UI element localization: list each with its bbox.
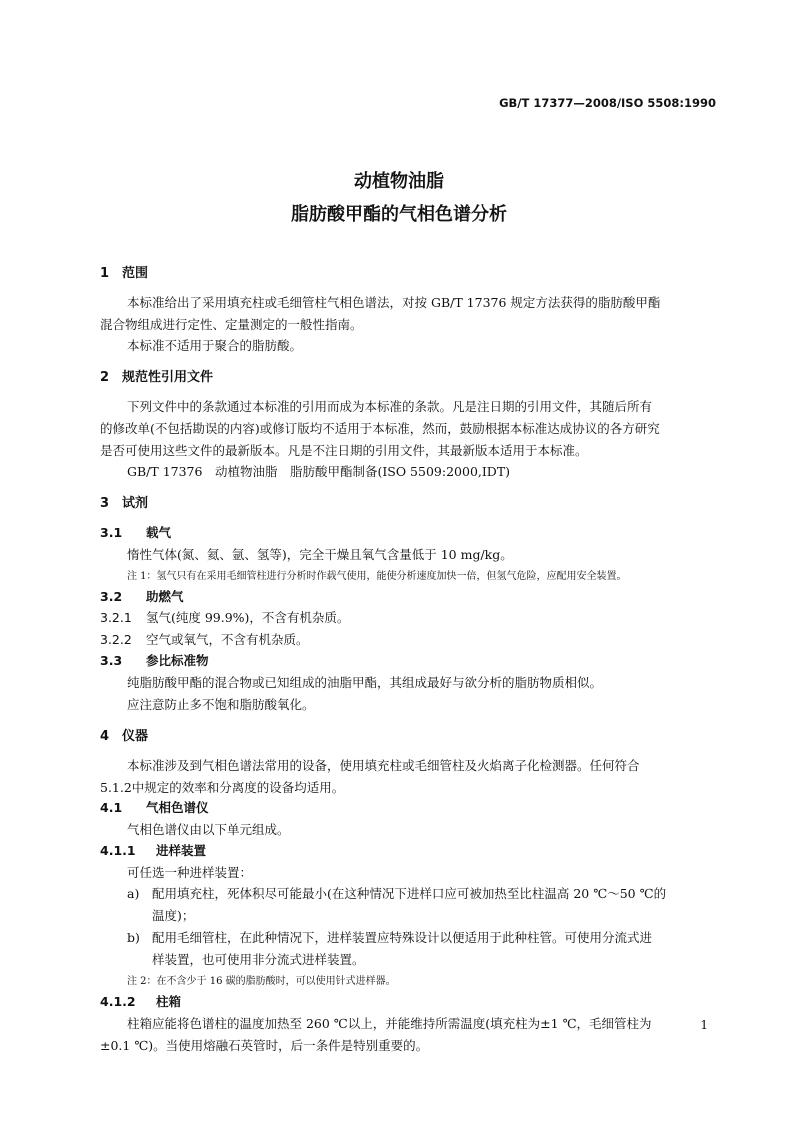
subsection-title: 进样装置 xyxy=(156,843,207,858)
subsection-4-1-2-heading xyxy=(100,992,181,1010)
subsection-number: 3.3 xyxy=(100,653,123,668)
subsection-title: 载气 xyxy=(146,525,172,540)
list-item-b-continued: 样装置，也可使用非分流式进样装置。 xyxy=(152,952,365,967)
section-1-paragraph-2: 本标准不适用于聚合的脂肪酸。 xyxy=(127,338,303,353)
section-title: 范围 xyxy=(122,266,149,281)
note-1: 注 1：氢气只有在采用毛细管柱进行分析时作载气使用，能使分析速度加快一倍，但氢气危险，应配用安全装置。 xyxy=(127,571,627,582)
section-number: 2 xyxy=(100,370,110,385)
list-marker: a) xyxy=(127,886,140,901)
section-title: 仪器 xyxy=(122,729,149,744)
section-2-paragraph-b: 的修改单(不包括勘误的内容)或修订版均不适用于本标准，然而，鼓励根据本标准达成协议的各方研究 xyxy=(100,421,660,436)
section-2-heading xyxy=(100,366,213,385)
subsection-number: 4.1.1 xyxy=(100,843,136,858)
standard-code: GB/T 17377—2008/ISO 5508:1990 xyxy=(499,96,716,110)
list-item-a-continued: 温度)； xyxy=(152,908,195,923)
item-number: 3.2.1 xyxy=(100,610,132,625)
subsection-title: 助燃气 xyxy=(146,589,184,604)
subsection-title: 柱箱 xyxy=(156,994,182,1009)
subsection-number: 4.1 xyxy=(100,800,123,815)
subsection-3-3-paragraph-1: 纯脂肪酸甲酯的混合物或已知组成的油脂甲酯，其组成最好与欲分析的脂肪物质相似。 xyxy=(127,675,603,690)
subsection-4-1-heading xyxy=(100,798,209,816)
section-2-reference: GB/T 17376 动植物油脂 脂肪酸甲酯制备(ISO 5509:2000,IDT) xyxy=(127,464,511,479)
subsection-4-1-2-paragraph-1: 柱箱应能将色谱柱的温度加热至 260 ℃以上，并能维持所需温度(填充柱为±1 ℃，毛细管柱为 xyxy=(127,1016,652,1031)
subsection-number: 3.1 xyxy=(100,525,123,540)
page-number: 1 xyxy=(700,1018,708,1032)
subsection-3-3-paragraph-2: 应注意防止多不饱和脂肪酸氧化。 xyxy=(127,697,315,712)
list-item-a xyxy=(127,884,666,902)
list-marker: b) xyxy=(127,930,140,945)
section-number: 1 xyxy=(100,266,110,281)
title-line-2: 脂肪酸甲酯的气相色谱分析 xyxy=(291,204,507,225)
item-text: 氢气(纯度 99.9%)，不含有机杂质。 xyxy=(146,610,350,625)
subsection-3-1-paragraph: 惰性气体(氮、氦、氩、氢等)，完全干燥且氧气含量低于 10 mg/kg。 xyxy=(127,547,513,562)
subsection-3-1-heading xyxy=(100,523,171,541)
subsection-number: 3.2 xyxy=(100,589,123,604)
section-3-heading xyxy=(100,492,148,511)
section-number: 4 xyxy=(100,729,110,744)
subsection-4-1-1-heading xyxy=(100,841,206,859)
section-1-paragraph-1a: 本标准给出了采用填充柱或毛细管柱气相色谱法，对按 GB/T 17376 规定方法获得的脂肪酸甲酯 xyxy=(127,295,661,310)
subsection-title: 气相色谱仪 xyxy=(146,800,209,815)
subsection-3-3-heading xyxy=(100,651,209,669)
subsection-4-1-2-paragraph-2: ±0.1 ℃)。当使用熔融石英管时，后一条件是特别重要的。 xyxy=(100,1038,429,1053)
item-3-2-1 xyxy=(100,608,349,626)
section-title: 规范性引用文件 xyxy=(122,370,214,385)
list-item-text: 配用毛细管柱，在此种情况下，进样装置应特殊设计以便适用于此种柱管。可使用分流式进 xyxy=(152,930,653,945)
section-4-paragraph-a: 本标准涉及到气相色谱法常用的设备，使用填充柱或毛细管柱及火焰离子化检测器。任何符合 xyxy=(127,758,640,773)
section-1-heading xyxy=(100,262,148,281)
subsection-3-2-heading xyxy=(100,587,184,605)
section-2-paragraph-a: 下列文件中的条款通过本标准的引用而成为本标准的条款。凡是注日期的引用文件，其随后所有 xyxy=(127,399,653,414)
section-4-heading xyxy=(100,725,148,744)
title-line-1: 动植物油脂 xyxy=(354,171,444,192)
item-3-2-2 xyxy=(100,630,309,648)
section-4-paragraph-b: 5.1.2中规定的效率和分离度的设备均适用。 xyxy=(100,780,345,795)
item-number: 3.2.2 xyxy=(100,632,132,647)
note-2: 注 2：在不含少于 16 碳的脂肪酸时，可以使用针式进样器。 xyxy=(127,976,396,987)
subsection-4-1-paragraph: 气相色谱仪由以下单元组成。 xyxy=(127,822,290,837)
section-number: 3 xyxy=(100,496,110,511)
section-title: 试剂 xyxy=(122,496,149,511)
subsection-number: 4.1.2 xyxy=(100,994,136,1009)
list-item-text: 配用填充柱，死体积尽可能最小(在这种情况下进样口应可被加热至比柱温高 20 ℃～50 ℃的 xyxy=(152,886,667,901)
section-2-paragraph-c: 是否可使用这些文件的最新版本。凡是不注日期的引用文件，其最新版本适用于本标准。 xyxy=(100,443,588,458)
subsection-title: 参比标准物 xyxy=(146,653,209,668)
item-text: 空气或氧气，不含有机杂质。 xyxy=(146,632,309,647)
subsection-4-1-1-paragraph: 可任选一种进样装置： xyxy=(127,865,253,880)
list-item-b xyxy=(127,928,652,946)
section-1-paragraph-1b: 混合物组成进行定性、定量测定的一般性指南。 xyxy=(100,317,363,332)
